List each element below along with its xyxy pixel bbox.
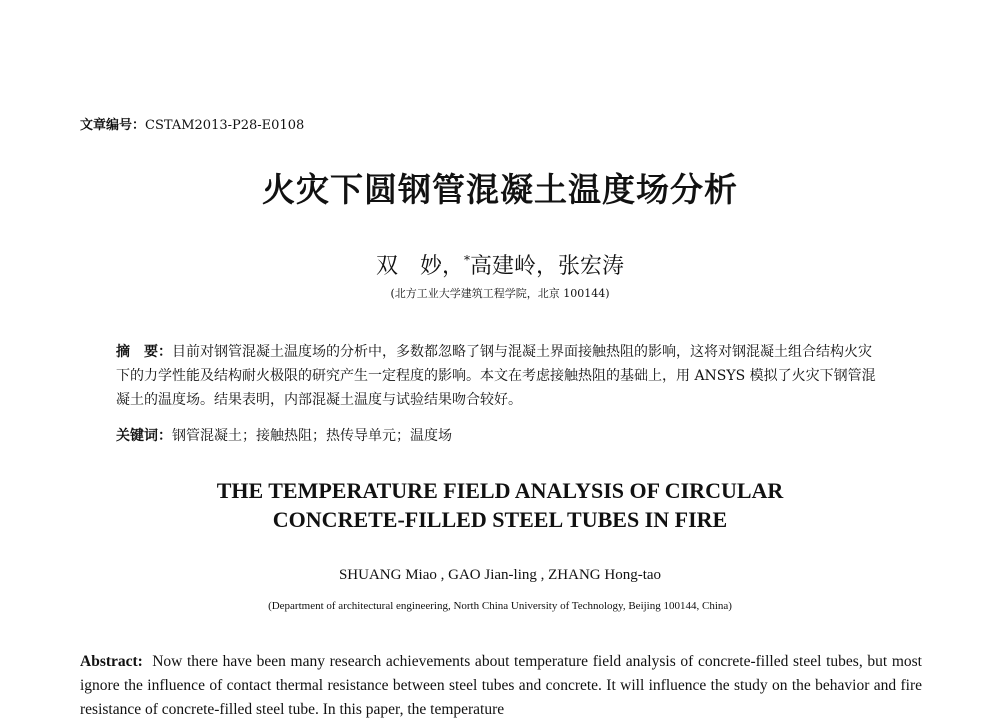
english-abstract-text: Now there have been many research achievements about temperature field analysis of concrete-filled steel tubes, but most ignore the influence of contact thermal resistance between steel tubes and concrete. It will influence the study on the behavior and fire resistance of concrete-filled steel tube. In this paper, the temperature: [80, 653, 922, 718]
corresponding-author-mark: *: [464, 253, 470, 267]
english-authors: SHUANG Miao , GAO Jian-ling , ZHANG Hong-tao: [338, 567, 662, 583]
chinese-authors-rest: 高建岭，张宏涛: [470, 254, 625, 279]
english-title-line-2: CONCRETE-FILLED STEEL TUBES IN FIRE: [272, 507, 728, 532]
chinese-title: 火灾下圆钢管混凝土温度场分析: [262, 170, 738, 209]
chinese-authors: [0, 246, 1000, 281]
english-affiliation: (Department of architectural engineering, North China University of Technology, Beijing 100144, China): [268, 600, 732, 612]
article-id: [80, 118, 304, 134]
chinese-abstract-label: 摘 要：: [116, 344, 172, 360]
chinese-keywords-label: 关键词：: [116, 428, 172, 444]
chinese-keywords-text: 钢管混凝土；接触热阻；热传导单元；温度场: [172, 428, 452, 444]
chinese-abstract: [116, 340, 876, 412]
chinese-author-1: 双 妙，: [375, 254, 464, 279]
chinese-keywords: [116, 424, 876, 448]
english-title-line-1: THE TEMPERATURE FIELD ANALYSIS OF CIRCULAR: [216, 478, 784, 503]
article-id-label: 文章编号：: [80, 118, 146, 133]
chinese-affiliation: (北方工业大学建筑工程学院，北京 100144): [390, 287, 610, 300]
article-id-value: CSTAM2013-P28-E0108: [145, 118, 305, 133]
english-title: [0, 476, 1000, 534]
english-abstract: [80, 650, 922, 722]
chinese-abstract-text: 目前对钢管混凝土温度场的分析中，多数都忽略了钢与混凝土界面接触热阻的影响，这将对钢混凝土组合结构火灾下的力学性能及结构耐火极限的研究产生一定程度的影响。本文在考虑接触热阻的基础上，用 ANSYS 模拟了火灾下钢管混凝土的温度场。结果表明，内部混凝土温度与试验结果吻合较好。: [116, 344, 876, 408]
english-abstract-label: Abstract:: [80, 653, 143, 670]
